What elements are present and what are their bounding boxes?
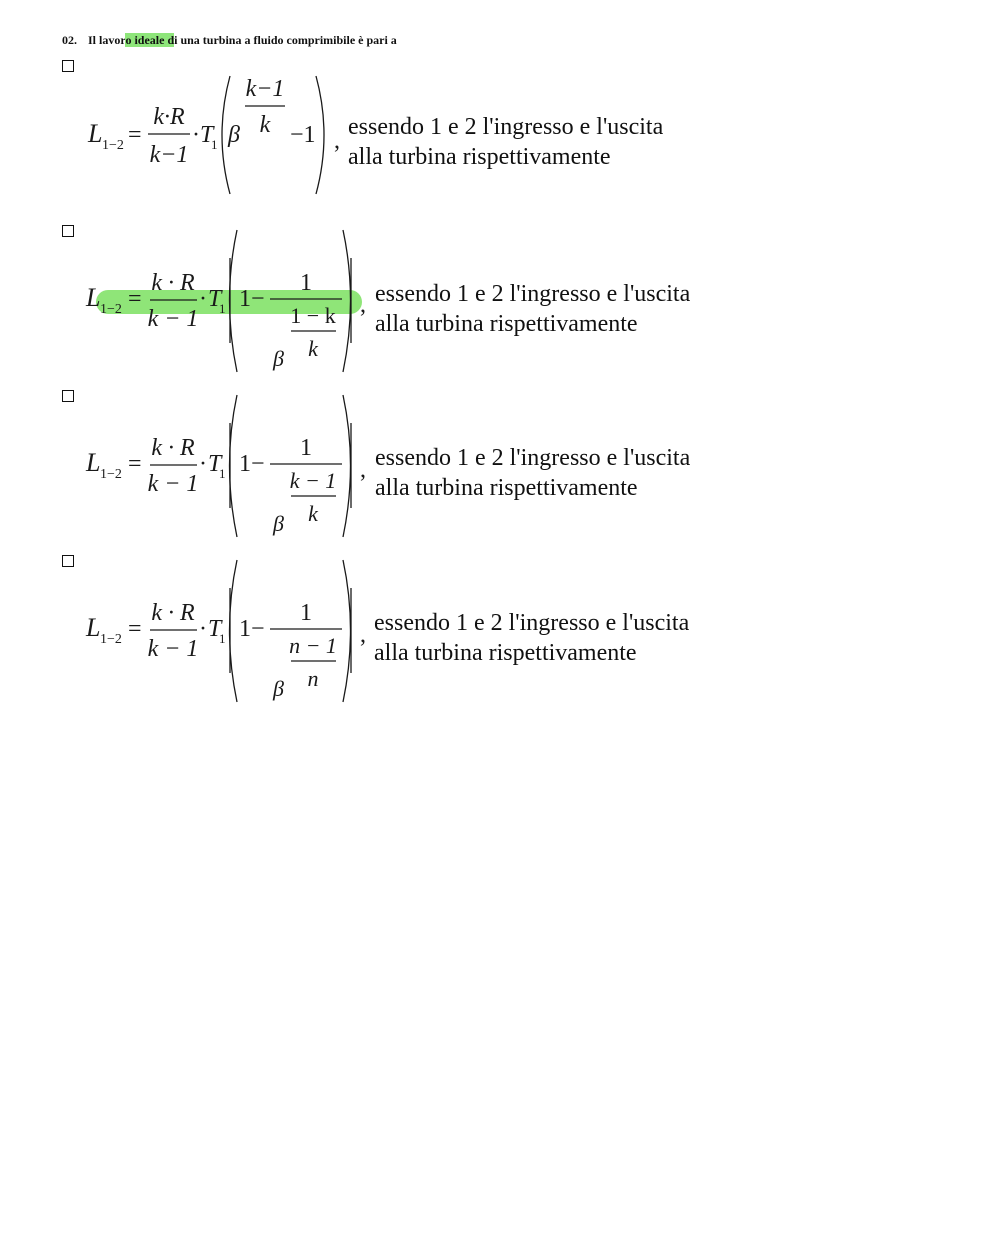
- coef-denominator: k − 1: [147, 636, 199, 662]
- question-text-part1: Il lavor: [88, 33, 126, 47]
- beta-symbol: β: [273, 346, 284, 371]
- T-symbol: T: [200, 122, 214, 148]
- lhs-subscript: 1−2: [100, 632, 122, 647]
- coef-denominator: k − 1: [147, 306, 199, 332]
- exponent-numerator: n − 1: [289, 633, 337, 658]
- question-text-part2: i una turbina a fluido comprimibile è pari a: [174, 33, 397, 47]
- coef-numerator: k · R: [151, 435, 195, 461]
- comma: ,: [360, 292, 366, 318]
- description-line-2: alla turbina rispettivamente: [375, 475, 638, 501]
- option-1-formula: [80, 70, 350, 210]
- coef-numerator: k · R: [151, 270, 195, 296]
- beta-symbol: β: [273, 676, 284, 701]
- option-4-checkbox[interactable]: [62, 555, 74, 567]
- option-3[interactable]: [80, 393, 780, 543]
- right-paren: [343, 395, 351, 537]
- question-number: 02.: [62, 33, 77, 47]
- coef-denominator: k − 1: [147, 471, 199, 497]
- right-paren: [343, 230, 351, 372]
- equals-sign: =: [128, 122, 142, 148]
- T-subscript: 1: [219, 301, 226, 316]
- exponent-denominator: k: [308, 501, 318, 526]
- equals-sign: =: [128, 616, 142, 642]
- description-line-2: alla turbina rispettivamente: [374, 640, 637, 666]
- lhs-L: L: [86, 448, 101, 477]
- exponent-numerator: k−1: [245, 76, 285, 102]
- option-1-checkbox[interactable]: [62, 60, 74, 72]
- comma: ,: [360, 457, 366, 483]
- option-1-description: [348, 112, 663, 172]
- T-subscript: 1: [211, 137, 218, 152]
- comma: ,: [334, 128, 340, 154]
- dot-operator: ·: [199, 451, 207, 477]
- fraction-numerator: 1: [300, 600, 312, 626]
- option-4[interactable]: [80, 558, 780, 708]
- lhs-L: L: [88, 119, 103, 148]
- one-minus: 1−: [239, 451, 265, 477]
- description-line-2: alla turbina rispettivamente: [348, 144, 611, 170]
- dot-operator: ·: [192, 122, 200, 148]
- lhs-subscript: 1−2: [100, 467, 122, 482]
- beta-symbol: β: [228, 122, 240, 148]
- comma: ,: [360, 622, 366, 648]
- beta-symbol: β: [273, 511, 284, 536]
- coef-denominator: k−1: [149, 142, 189, 168]
- one-minus: 1−: [239, 616, 265, 642]
- option-4-formula: [80, 558, 380, 708]
- dot-operator: ·: [199, 616, 207, 642]
- lhs-subscript: 1−2: [102, 138, 124, 153]
- T-subscript: 1: [219, 631, 226, 646]
- option-3-checkbox[interactable]: [62, 390, 74, 402]
- option-1[interactable]: [80, 70, 780, 220]
- exponent-denominator: k: [259, 112, 271, 138]
- fraction-numerator: 1: [300, 270, 312, 296]
- question-text: [62, 33, 397, 48]
- minus-one: −1: [290, 122, 316, 148]
- T-symbol: T: [208, 451, 222, 477]
- description-line-2: alla turbina rispettivamente: [375, 311, 638, 337]
- dot-operator: ·: [199, 286, 207, 312]
- option-3-description: [375, 443, 690, 503]
- option-2-checkbox[interactable]: [62, 225, 74, 237]
- equals-sign: =: [128, 286, 142, 312]
- description-line-1: essendo 1 e 2 l'ingresso e l'uscita: [375, 445, 691, 471]
- exponent-denominator: n: [307, 666, 319, 691]
- exponent-numerator: 1 − k: [290, 303, 336, 328]
- lhs-L: L: [86, 613, 101, 642]
- coef-numerator: k·R: [153, 104, 185, 130]
- exponent-numerator: k − 1: [289, 468, 337, 493]
- equals-sign: =: [128, 451, 142, 477]
- one-minus: 1−: [239, 286, 265, 312]
- option-2-description: [375, 279, 690, 339]
- option-2[interactable]: [80, 228, 780, 378]
- option-3-formula: [80, 393, 380, 543]
- coef-numerator: k · R: [151, 600, 195, 626]
- option-2-formula: [80, 228, 380, 378]
- T-symbol: T: [208, 616, 222, 642]
- question-highlight: o ideale d: [125, 33, 175, 47]
- right-paren: [343, 560, 351, 702]
- option-4-description: [374, 608, 689, 668]
- fraction-numerator: 1: [300, 435, 312, 461]
- T-symbol: T: [208, 286, 222, 312]
- description-line-1: essendo 1 e 2 l'ingresso e l'uscita: [374, 610, 690, 636]
- exponent-denominator: k: [308, 336, 318, 361]
- description-line-1: essendo 1 e 2 l'ingresso e l'uscita: [348, 114, 664, 140]
- lhs-subscript: 1−2: [100, 302, 122, 317]
- description-line-1: essendo 1 e 2 l'ingresso e l'uscita: [375, 281, 691, 307]
- lhs-L: L: [86, 283, 101, 312]
- right-paren: [316, 76, 324, 194]
- T-subscript: 1: [219, 466, 226, 481]
